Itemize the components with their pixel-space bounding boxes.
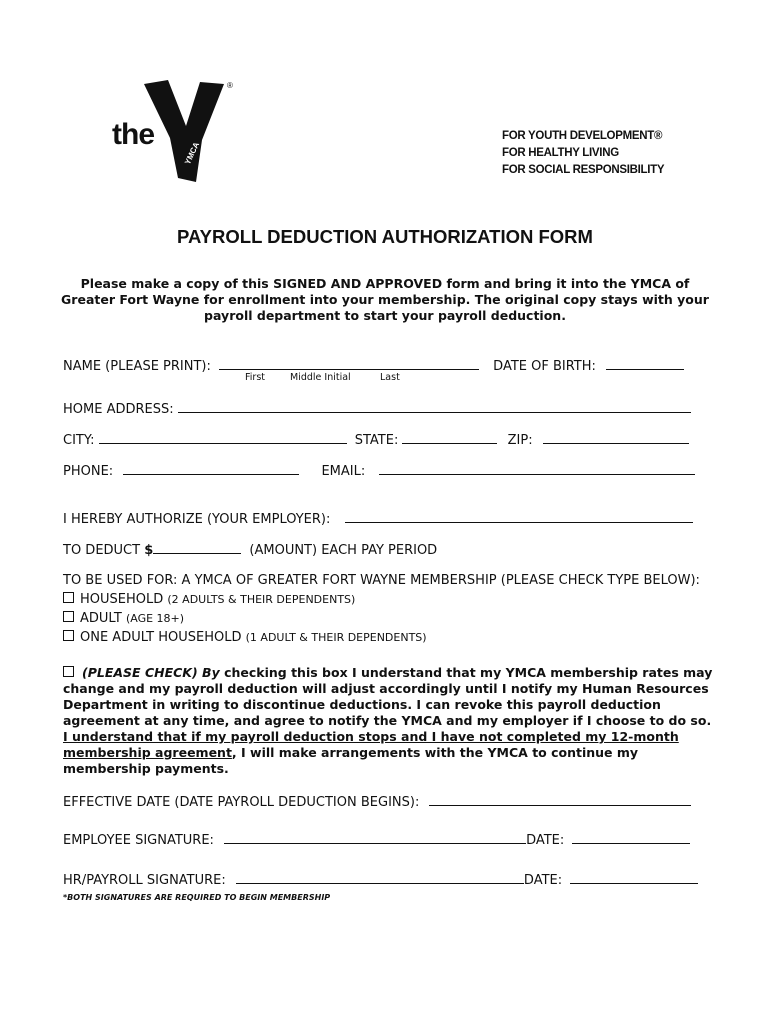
employer-field[interactable] [345,510,693,523]
name-first-sublabel: First [245,372,265,383]
zip-field[interactable] [543,431,689,444]
option-detail: (1 ADULT & THEIR DEPENDENTS) [245,631,427,644]
deduct-currency: $ [144,543,154,558]
option-label: HOUSEHOLD [80,592,164,607]
name-row [63,357,684,374]
hr-date-label: DATE: [523,873,563,888]
agreement-checkbox[interactable] [63,666,74,677]
deduct-suffix: (AMOUNT) EACH PAY PERIOD [249,543,438,558]
hr-signature-row [63,871,698,888]
phone-field[interactable] [123,462,299,475]
employee-date-label: DATE: [526,833,565,848]
name-last-sublabel: Last [380,372,400,383]
tagline [502,128,664,179]
option-detail: (AGE 18+) [125,612,185,625]
option-label: ADULT [80,611,122,626]
name-middle-sublabel: Middle Initial [290,372,351,383]
logo-registered-mark: ® [227,81,233,90]
email-label: EMAIL: [321,464,366,479]
address-field[interactable] [178,400,691,413]
agreement-paragraph [63,665,713,777]
phone-label: PHONE: [63,464,114,479]
employee-signature-row [63,831,690,848]
agreement-lead: (PLEASE CHECK) By [82,665,220,680]
checkbox-icon[interactable] [63,630,74,641]
dob-label: DATE OF BIRTH: [493,359,596,374]
checkbox-icon[interactable] [63,611,74,622]
membership-option-household[interactable] [63,592,355,607]
option-label: ONE ADULT HOUSEHOLD [80,630,242,645]
membership-option-adult[interactable] [63,611,184,626]
hr-date-field[interactable] [570,871,698,884]
logo-the-text: the [112,118,154,151]
zip-label: ZIP: [507,433,533,448]
deduct-label: TO DEDUCT [63,543,141,558]
tagline-line-2: FOR HEALTHY LIVING [502,147,619,159]
employee-date-field[interactable] [572,831,690,844]
state-label: STATE: [354,433,399,448]
membership-heading: TO BE USED FOR: A YMCA OF GREATER FORT WAYNE MEMBERSHIP (PLEASE CHECK TYPE BELOW): [63,573,700,588]
form-title: PAYROLL DEDUCTION AUTHORIZATION FORM [177,226,593,247]
agreement-text-1: checking this box I understand that my YMCA membership rates may change and my payroll deduction will adjust accordingly until I notify my Human Resources Department in writing to discontinue deductions. I can revoke this payroll deduction agreement at any time, and agree to notify the YMCA and my employer if I choose to do so. [63,665,713,728]
state-field[interactable] [402,431,497,444]
deduct-row [63,541,437,558]
city-row [63,431,689,448]
address-row [63,400,691,417]
agreement-underlined: I understand that if my payroll deduction stops and I have not completed my 12-month membership agreement [63,729,679,760]
city-field[interactable] [99,431,347,444]
name-field[interactable] [219,357,479,370]
employee-signature-field[interactable] [224,831,526,844]
effective-date-field[interactable] [429,793,691,806]
city-label: CITY: [63,433,95,448]
hr-signature-label: HR/PAYROLL SIGNATURE: [63,873,226,888]
employer-row [63,510,693,527]
name-label: NAME (PLEASE PRINT): [63,359,211,374]
dob-field[interactable] [606,357,684,370]
email-field[interactable] [379,462,695,475]
signature-note: *BOTH SIGNATURES ARE REQUIRED TO BEGIN MEMBERSHIP [63,893,331,902]
option-detail: (2 ADULTS & THEIR DEPENDENTS) [167,593,356,606]
ymca-logo [140,78,240,184]
logo-ymca-text: YMCA [182,140,202,166]
tagline-line-1: FOR YOUTH DEVELOPMENT® [502,130,663,142]
tagline-line-3: FOR SOCIAL RESPONSIBILITY [502,164,665,176]
checkbox-icon[interactable] [63,592,74,603]
effective-date-row [63,793,691,810]
employer-label: I HEREBY AUTHORIZE (YOUR EMPLOYER): [63,512,331,527]
employee-signature-label: EMPLOYEE SIGNATURE: [63,833,214,848]
hr-signature-field[interactable] [236,871,524,884]
address-label: HOME ADDRESS: [63,402,174,417]
phone-row [63,462,695,479]
membership-option-one-adult-household[interactable] [63,630,427,645]
effective-date-label: EFFECTIVE DATE (DATE PAYROLL DEDUCTION BEGINS): [63,795,420,810]
deduct-amount-field[interactable] [153,541,241,554]
intro-text: Please make a copy of this SIGNED AND APPROVED form and bring it into the YMCA of Greater Fort Wayne for enrollment into your membership. The original copy stays with your payroll department to start your payroll deduction. [61,276,709,323]
agreement-text-2: , I will make arrangements with the YMCA to continue my membership payments. [63,745,639,776]
